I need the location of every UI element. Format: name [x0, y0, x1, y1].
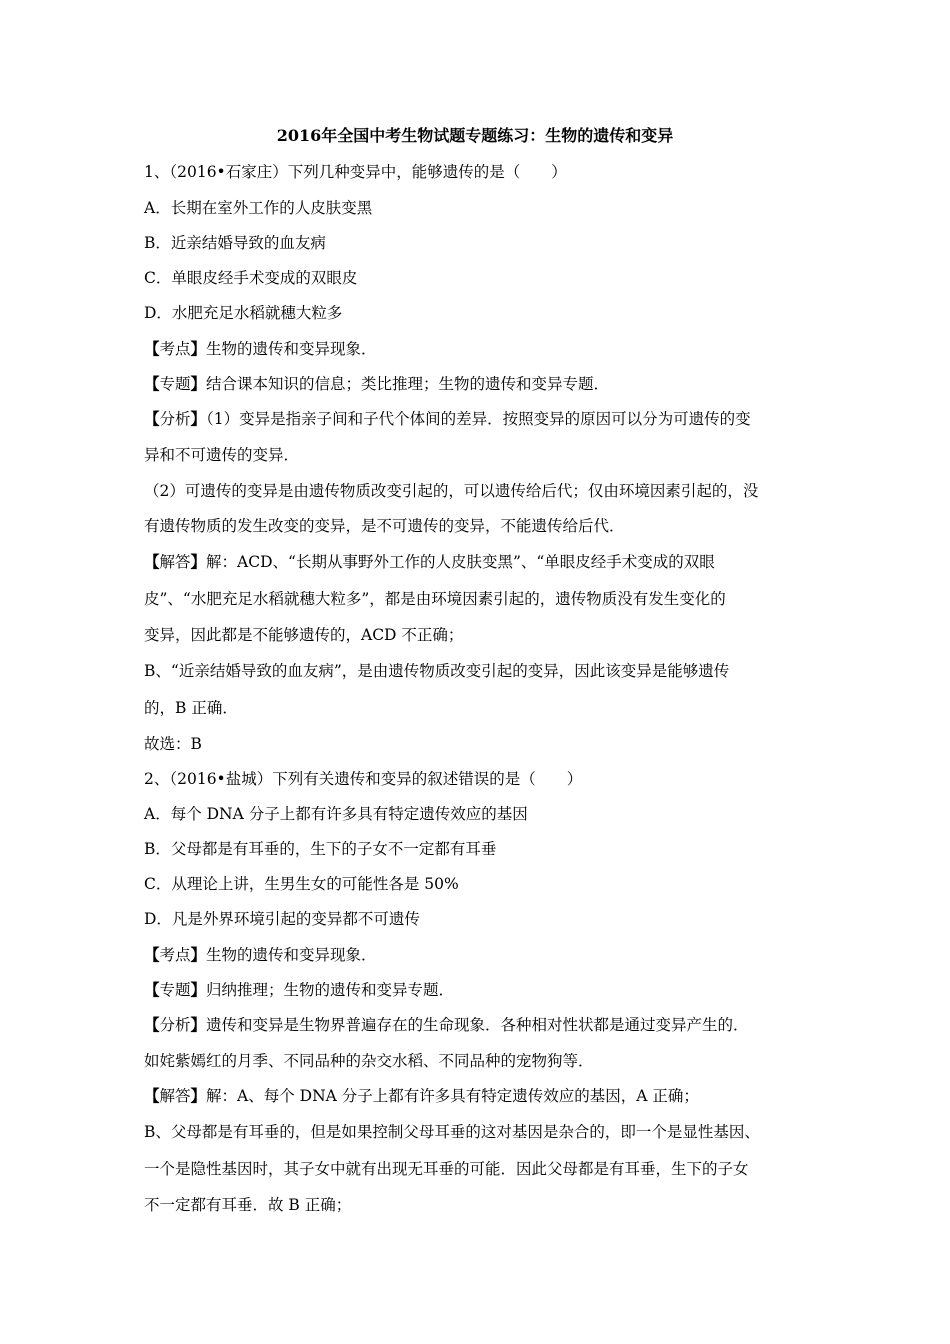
question-2-jieda-line-3: 一个是隐性基因时，其子女中就有出现无耳垂的可能．因此父母都是有耳垂，生下的子女 [144, 1160, 749, 1178]
question-1-kaodian: 【考点】生物的遗传和变异现象． [144, 339, 377, 358]
question-1-jieda-line-3: 变异，因此都是不能够遗传的，ACD 不正确； [144, 626, 464, 644]
question-2-jieda-line-2: B、父母都是有耳垂的，但是如果控制父母耳垂的这对基因是杂合的，即一个是显性基因、 [144, 1123, 760, 1141]
question-2-option-b: B．父母都是有耳垂的，生下的子女不一定都有耳垂 [144, 840, 497, 858]
fenxi-tag: 分析 [159, 1016, 191, 1034]
question-1-stem: 1、（2016•石家庄）下列几种变异中，能够遗传的是（ ） [144, 163, 567, 181]
question-1-jieda-line-5: 的，B 正确． [144, 699, 238, 717]
question-1-zhuanti: 【专题】结合课本知识的信息；类比推理；生物的遗传和变异专题． [144, 374, 610, 393]
fenxi-text: 遗传和变异是生物界普遍存在的生命现象．各种相对性状都是通过变异产生的． [206, 1016, 749, 1034]
question-2-jieda: 【解答】解：A、每个 DNA 分子上都有许多具有特定遗传效应的基因，A 正确； [144, 1086, 699, 1105]
question-1-option-a: A．长期在室外工作的人皮肤变黑 [144, 199, 373, 217]
kaodian-tag: 考点 [159, 340, 191, 358]
zhuanti-tag: 专题 [159, 375, 191, 393]
kaodian-tag: 考点 [159, 946, 191, 964]
question-2-fenxi: 【分析】遗传和变异是生物界普遍存在的生命现象．各种相对性状都是通过变异产生的． [144, 1015, 749, 1034]
kaodian-text: 生物的遗传和变异现象． [206, 946, 377, 964]
zhuanti-tag: 专题 [159, 981, 191, 999]
question-1-fenxi-line-4: 有遗传物质的发生改变的变异，是不可遗传的变异，不能遗传给后代． [144, 517, 625, 535]
jieda-text: 解：A、每个 DNA 分子上都有许多具有特定遗传效应的基因，A 正确； [206, 1087, 699, 1105]
fenxi-tag: 分析 [159, 410, 191, 428]
question-1-option-b: B．近亲结婚导致的血友病 [144, 234, 326, 252]
question-1-fenxi: 【分析】（1）变异是指亲子间和子代个体间的差异．按照变异的原因可以分为可遗传的变 [144, 409, 751, 428]
question-1-fenxi-line-3: （2）可遗传的变异是由遗传物质改变引起的，可以遗传给后代；仅由环境因素引起的，没 [144, 482, 759, 500]
question-2-fenxi-line-2: 如姹紫嫣红的月季、不同品种的杂交水稻、不同品种的宠物狗等． [144, 1052, 594, 1070]
zhuanti-text: 归纳推理；生物的遗传和变异专题． [206, 981, 455, 999]
question-1-jieda: 【解答】解：ACD、“长期从事野外工作的人皮肤变黑”、“单眼皮经手术变成的双眼 [144, 552, 715, 571]
question-2-option-a: A．每个 DNA 分子上都有许多具有特定遗传效应的基因 [144, 805, 528, 823]
question-1-jieda-line-2: 皮”、“水肥充足水稻就穗大粒多”，都是由环境因素引起的，遗传物质没有发生变化的 [144, 590, 726, 608]
question-2-stem: 2、（2016•盐城）下列有关遗传和变异的叙述错误的是（ ） [144, 770, 583, 788]
question-2-option-c: C．从理论上讲，生男生女的可能性各是 50% [144, 875, 459, 893]
question-1-answer: 故选：B [144, 735, 202, 753]
question-1-fenxi-line-2: 异和不可遗传的变异． [144, 446, 300, 464]
fenxi-text: （1）变异是指亲子间和子代个体间的差异．按照变异的原因可以分为可遗传的变 [206, 410, 751, 428]
question-2-option-d: D．凡是外界环境引起的变异都不可遗传 [144, 910, 420, 928]
question-1-option-d: D．水肥充足水稻就穗大粒多 [144, 304, 343, 322]
kaodian-text: 生物的遗传和变异现象． [206, 340, 377, 358]
zhuanti-text: 结合课本知识的信息；类比推理；生物的遗传和变异专题． [206, 375, 610, 393]
jieda-tag: 解答 [159, 1087, 191, 1105]
question-1-jieda-line-4: B、“近亲结婚导致的血友病”，是由遗传物质改变引起的变异，因此该变异是能够遗传 [144, 662, 730, 680]
jieda-text: 解：ACD、“长期从事野外工作的人皮肤变黑”、“单眼皮经手术变成的双眼 [206, 553, 715, 571]
question-2-jieda-line-4: 不一定都有耳垂．故 B 正确； [144, 1196, 352, 1214]
question-1-option-c: C．单眼皮经手术变成的双眼皮 [144, 269, 358, 287]
question-2-kaodian: 【考点】生物的遗传和变异现象． [144, 945, 377, 964]
jieda-tag: 解答 [159, 553, 191, 571]
page-title: 2016年全国中考生物试题专题练习：生物的遗传和变异 [276, 126, 674, 145]
question-2-zhuanti: 【专题】归纳推理；生物的遗传和变异专题． [144, 980, 455, 999]
